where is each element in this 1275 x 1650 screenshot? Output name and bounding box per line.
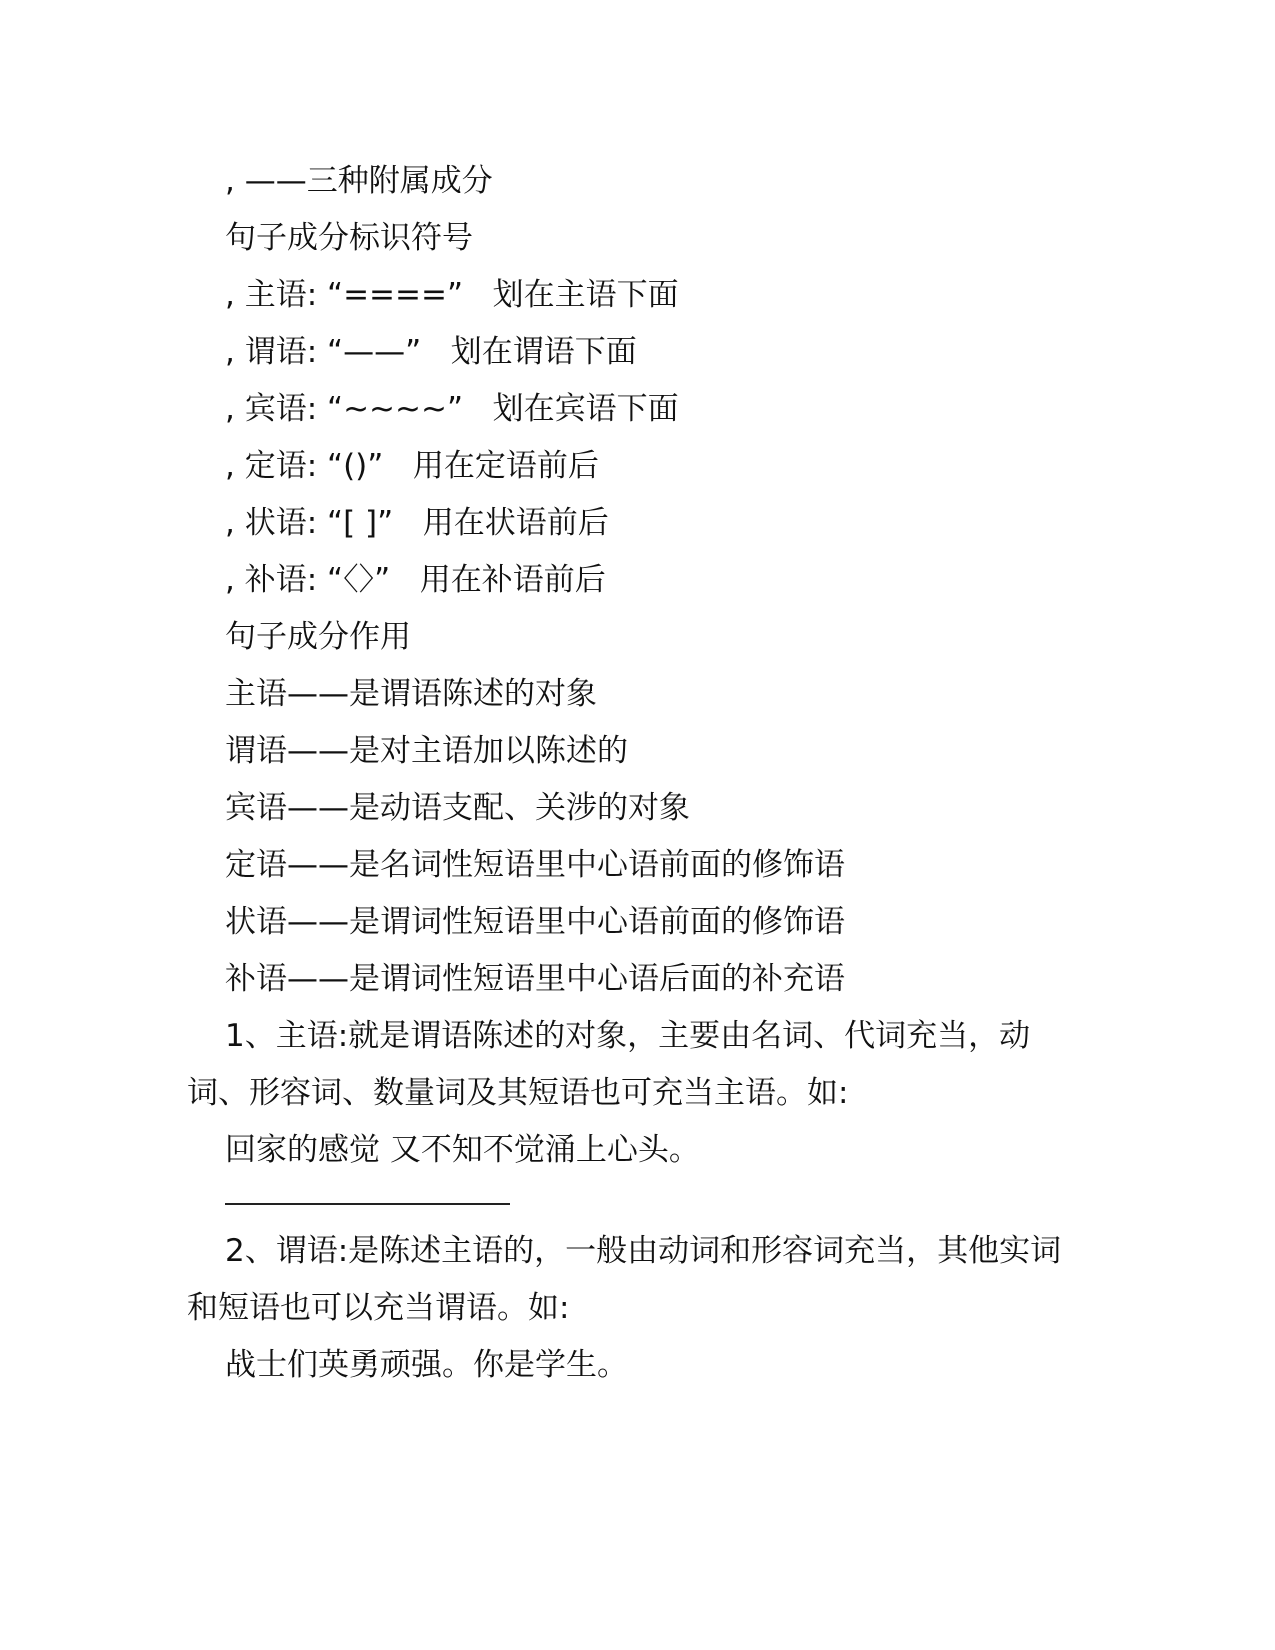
text-line: , ——三种附属成分 <box>225 163 493 199</box>
section-heading-markers: 句子成分标识符号 <box>225 220 473 256</box>
example-subject: 回家的感觉 又不知不觉涌上心头。 <box>225 1132 700 1168</box>
marker-object: , 宾语: “~~~~” 划在宾语下面 <box>225 391 679 427</box>
function-object: 宾语——是动语支配、关涉的对象 <box>225 790 690 826</box>
marker-complement: , 补语: “〈〉” 用在补语前后 <box>225 562 606 598</box>
function-adverbial: 状语——是谓词性短语里中心语前面的修饰语 <box>225 904 845 940</box>
function-attributive: 定语——是名词性短语里中心语前面的修饰语 <box>225 847 845 883</box>
function-complement: 补语——是谓词性短语里中心语后面的补充语 <box>225 961 845 997</box>
example-predicate: 战士们英勇顽强。你是学生。 <box>225 1347 628 1383</box>
function-subject: 主语——是谓语陈述的对象 <box>225 676 597 712</box>
paragraph-subject: 1、主语:就是谓语陈述的对象，主要由名词、代词充当，动词、形容词、数量词及其短语也可充当主语。如: <box>187 1018 1031 1111</box>
marker-predicate: , 谓语: “——” 划在谓语下面 <box>225 334 637 370</box>
marker-adverbial: , 状语: “[ ]” 用在状语前后 <box>225 505 609 541</box>
answer-underline <box>225 1203 510 1205</box>
paragraph-predicate: 2、谓语:是陈述主语的，一般由动词和形容词充当，其他实词和短语也可以充当谓语。如: <box>187 1233 1062 1326</box>
document-body <box>187 153 1087 1394</box>
function-predicate: 谓语——是对主语加以陈述的 <box>225 733 628 769</box>
section-heading-functions: 句子成分作用 <box>225 619 411 655</box>
marker-subject: , 主语: “====” 划在主语下面 <box>225 277 679 313</box>
marker-attributive: , 定语: “()” 用在定语前后 <box>225 448 599 484</box>
